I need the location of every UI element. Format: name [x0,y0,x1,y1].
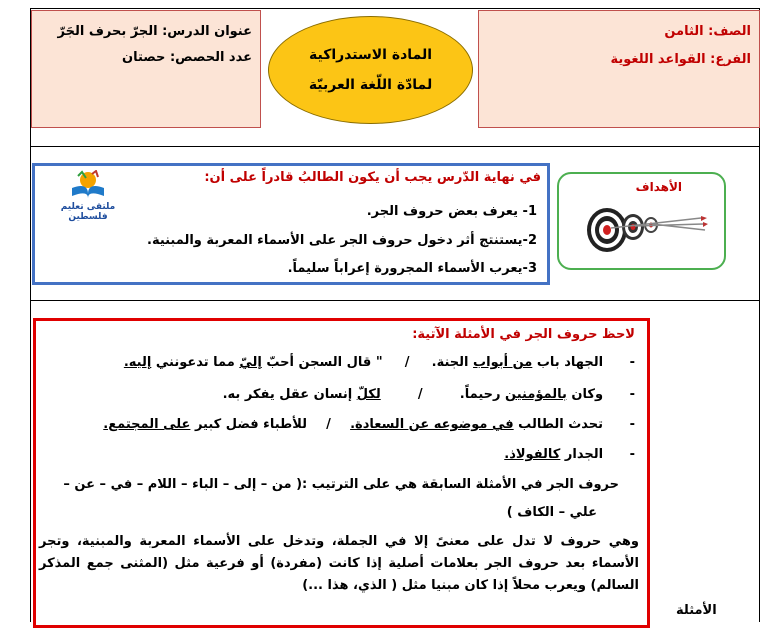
strategy-line2: لمادّة اللّغة العربيّة [308,77,433,93]
objective-item-2: 2-يستنتج أثر دخول حروف الجر على الأسماء المعربة والمبنية. [147,233,537,248]
example-row-4 [504,447,635,462]
example-text: تحدث الطالب [513,417,604,432]
example-underlined: من أبواب [473,355,533,370]
explanation-paragraph: وهي حروف لا تدل على معنىً إلا في الجملة، وتدخل على الأسماء المعربة والمبنية، وتجر الأسماء بعد حروف الجر بعلامات أصلية إذا كانت (مفردة) أو فرعية مثل (المثنى جمع المذكر السالم) ويعرب محلاً إذا كان مبنيا مثل ( الذي، هذا ...) [39,534,639,593]
objectives-heading: في نهاية الدّرس يجب أن يكون الطالبُ قادراً على أن: [204,170,541,185]
objective-item-3: 3-يعرب الأسماء المجرورة إعراباً سليماً. [287,261,537,276]
example-text: الجهاد باب [532,355,604,370]
logo [43,170,133,222]
lesson-info-box [31,10,261,128]
example-underlined: كالفولاذ. [504,447,561,462]
row-dash: - [629,387,635,402]
divider-middle [30,300,760,301]
objectives-box [32,163,550,285]
row-dash: - [629,447,635,462]
example-row-1 [124,355,635,370]
example-text-b: " قال السجن أحبّ [261,355,383,370]
divider-top [30,146,760,147]
example-underlined: بالمؤمنين [505,387,567,402]
sessions-label: عدد الحصص: حصتان [121,50,252,65]
logo-text: ملتقى تعليم فلسطين [60,202,116,222]
objective-item-1: 1- يعرف بعض حروف الجر. [366,204,537,219]
example-text-b-mid: إنسان عقل يفكر به. [222,387,357,402]
page-border-top [30,8,760,9]
example-underlined-b: لكلّ [356,387,381,402]
example-text-b: للأطباء فضل كبير [190,417,308,432]
row-separator: / [417,387,423,402]
summary-line-1: حروف الجر في الأمثلة السابقة هي على الترتيب :( من – إلى – الباء – اللام – في – عن – [63,477,619,492]
example-row-2 [223,387,635,402]
book-logo-icon [68,170,108,198]
example-underlined-b: إليّ [239,355,262,370]
row-dash: - [629,355,635,370]
row-separator: / [404,355,410,370]
lesson-title-label: عنوان الدرس: الجرّ بحرف الجَرّ [57,24,252,39]
example-text-end: الجنة. [431,355,474,370]
side-label: الأمثلة [676,603,717,618]
example-underlined: في موضوعه عن السعادة. [350,417,514,432]
example-text: وكان [566,387,604,402]
example-text-end: رحيماً. [459,387,506,402]
summary-line-2: علي – الكاف ) [506,505,597,520]
strategy-oval [268,16,473,124]
row-separator: / [326,417,331,432]
strategy-line1: المادة الاستدراكية [308,47,433,63]
example-underlined-b2: إليه. [123,355,152,370]
grade-info-box [478,10,760,128]
example-text-b-mid: مما تدعونني [151,355,240,370]
examples-box [33,318,650,628]
example-row-3 [103,417,635,432]
target-icon [581,196,709,264]
grade-label: الصف: الثامن [664,24,751,39]
goals-title: الأهداف [635,180,682,194]
example-text: الجدار [560,447,604,462]
goals-box [557,172,726,270]
examples-heading: لاحظ حروف الجر في الأمثلة الآتية: [412,327,635,342]
branch-label: الفرع: القواعد اللغوية [610,52,751,67]
row-dash: - [629,417,635,432]
example-underlined-b: على المجتمع. [103,417,191,432]
